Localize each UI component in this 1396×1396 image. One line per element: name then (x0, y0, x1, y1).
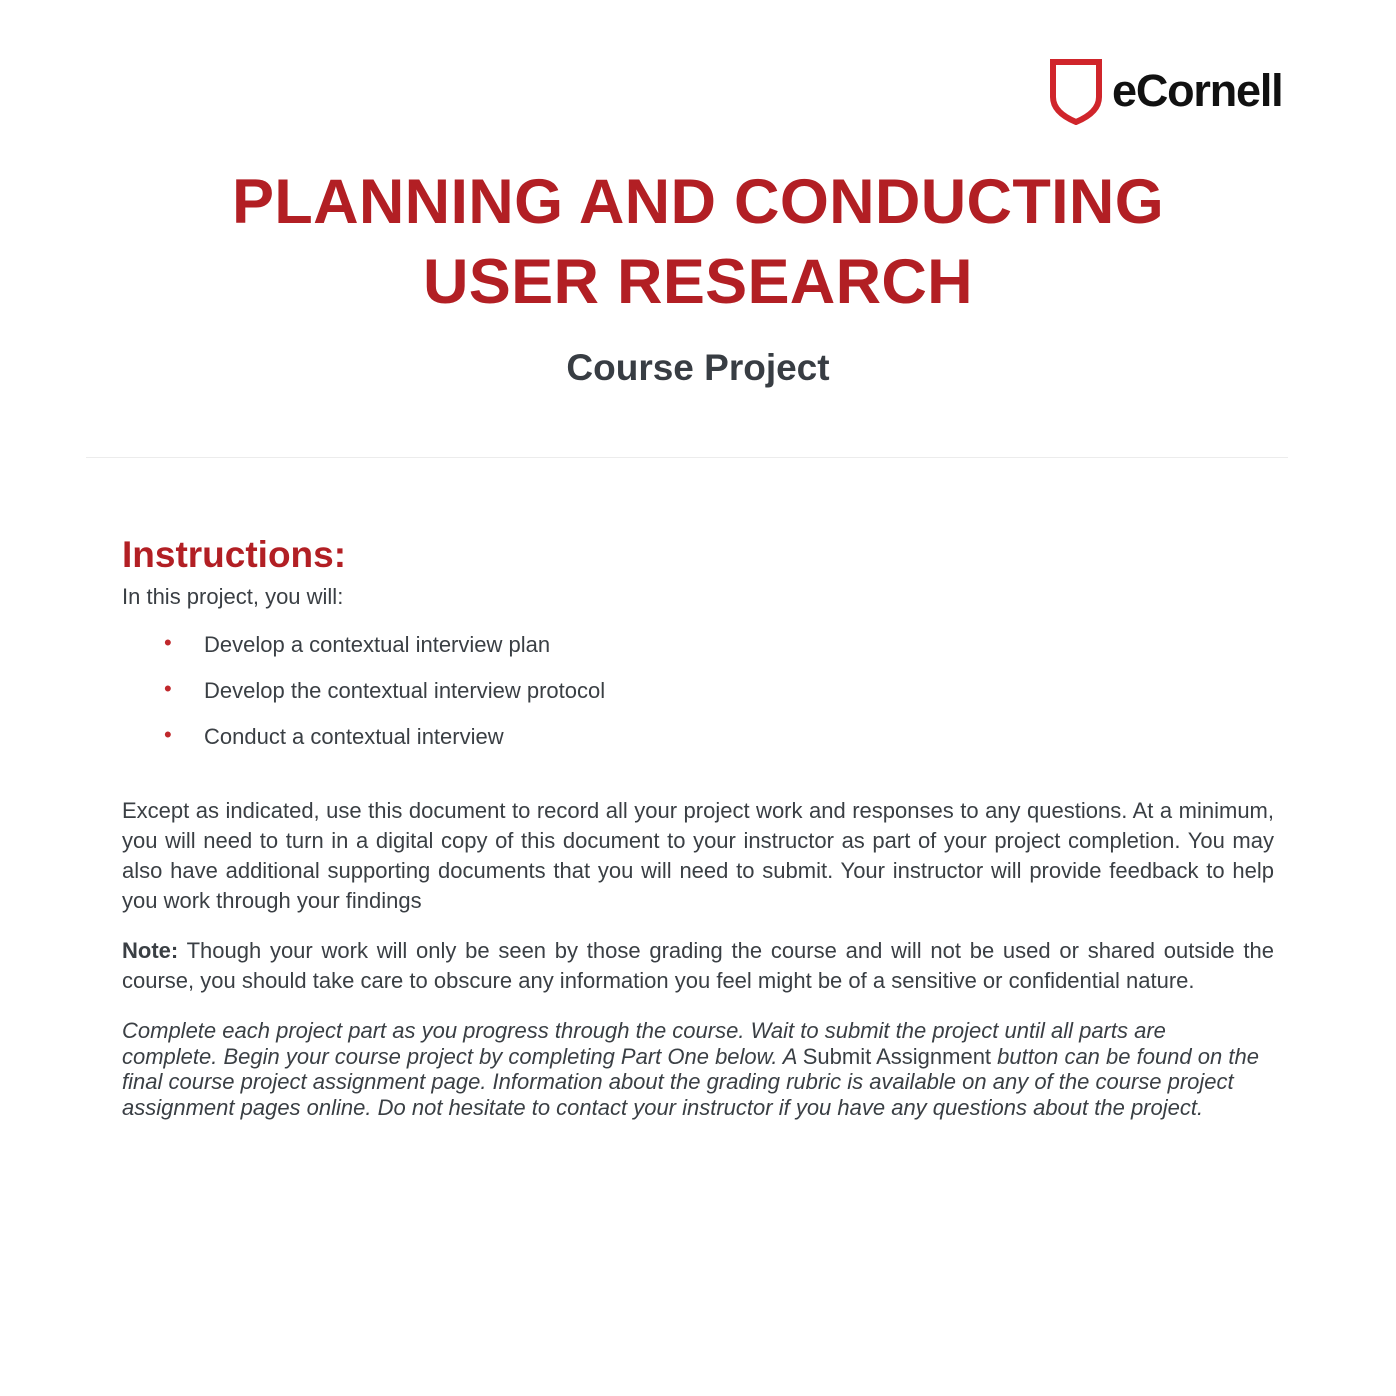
instructions-section (122, 530, 1274, 1120)
document-title (0, 162, 1396, 322)
list-item-text: Develop the contextual interview protocol (204, 678, 606, 703)
submission-guidance-paragraph (122, 1018, 1262, 1120)
list-item (122, 630, 1274, 660)
logo-wordmark: eCornell (1112, 64, 1283, 116)
instructions-heading: Instructions: (122, 534, 347, 575)
ecornell-logo (1050, 58, 1295, 126)
title-line-1: PLANNING AND CONDUCTING (231, 167, 1165, 237)
submit-assignment-term: Submit Assignment (802, 1043, 992, 1069)
document-subtitle: Course Project (566, 347, 830, 388)
header-divider (86, 457, 1288, 458)
note-paragraph (122, 936, 1274, 996)
record-work-paragraph: Except as indicated, use this document to record all your project work and responses to any questions. At a minimum, you will need to turn in a digital copy of this document to your instructor as part of your project completion. You may also have additional supporting documents that you will need to submit. Your instructor will provide feedback to help you work through your findings (122, 798, 1274, 913)
bullet-icon: • (164, 630, 172, 655)
list-item-text: Develop a contextual interview plan (204, 632, 551, 657)
project-tasks-list (122, 630, 1274, 752)
title-line-2: USER RESEARCH (423, 247, 973, 317)
bullet-icon: • (164, 676, 172, 701)
guidance-text-2: button can be found on the final course project assignment page. Information about the grading rubric is available on any of the course project assignment pages online. Do not hesitate to contact your instructor if you have any questions about the project. (122, 1043, 1259, 1120)
list-item (122, 722, 1274, 752)
guidance-text-1: Complete each project part as you progress through the course. Wait to submit the project until all parts are complete. Begin your course project by completing Part One below. A (122, 1018, 1166, 1069)
instructions-intro: In this project, you will: (122, 584, 344, 609)
note-label: Note: (122, 938, 179, 963)
list-item-text: Conduct a contextual interview (204, 724, 504, 749)
list-item (122, 676, 1274, 706)
note-text: Though your work will only be seen by those grading the course and will not be used or shared outside the course, you should take care to obscure any information you feel might be of a sensitive or confidential nature. (122, 938, 1274, 993)
bullet-icon: • (164, 722, 172, 747)
shield-icon (1050, 59, 1102, 125)
